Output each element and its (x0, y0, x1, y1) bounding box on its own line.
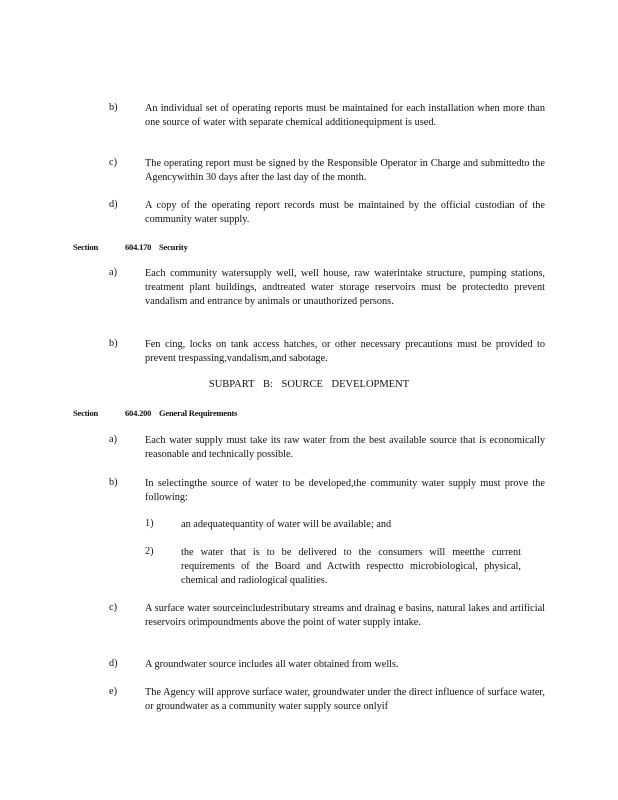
section-word: Section (73, 408, 99, 418)
paragraph-text: Each community watersupply well, well house, raw waterintake structure, pumping stations, treatment plant buildings, andtreated water storage reservoirs must be protectedto prevent vandalism and entrance by animals or unauthorized persons. (145, 268, 545, 307)
paragraph-text: Fen cing, locks on tank access hatches, or other necessary precautions must be provided to prevent trespassing,vandalism,and sabotage. (145, 339, 545, 364)
paragraph-text: A copy of the operating report records must be maintained by the official custodian of the community water supply. (145, 200, 545, 225)
section-title: General Requirements (159, 408, 238, 418)
subparagraph-text: the water that is to be delivered to the consumers will meetthe current requirements of the Board and Actwith respectto microbiological, physical, chemical and radiological qualities. (181, 547, 521, 586)
paragraph-label: d) (109, 658, 118, 669)
paragraph-text: Each water supply must take its raw water from the best available source that is economically reasonable and technically possible. (145, 435, 545, 460)
paragraph-text: The Agency will approve surface water, groundwater under the direct influence of surface water, or groundwater as a community water supply source onlyif (145, 687, 545, 712)
section-number: 604.170 (125, 242, 152, 252)
subparagraph-text: an adequatequantity of water will be available; and (181, 519, 392, 530)
paragraph-text: An individual set of operating reports must be maintained for each installation when more than one source of water with separate chemical additionequipment is used. (145, 103, 545, 128)
paragraph-label: b) (109, 338, 118, 349)
paragraph-label: d) (109, 199, 118, 210)
paragraph-text: A surface water sourceincludestributary streams and drainag e basins, natural lakes and artificial reservoirs orimpoundments above the point of water supply intake. (145, 603, 545, 628)
paragraph-label: a) (109, 434, 117, 445)
paragraph-label: c) (109, 602, 117, 613)
section-word: Section (73, 242, 99, 252)
subpart-heading: SUBPART B: SOURCE DEVELOPMENT (208, 379, 410, 390)
paragraph-text: In selectingthe source of water to be developed,the community water supply must prove the following: (145, 478, 545, 503)
subparagraph-label: 2) (145, 546, 154, 557)
paragraph-text: A groundwater source includes all water obtained from wells. (145, 659, 399, 670)
paragraph-label: c) (109, 157, 117, 168)
section-title: Security (159, 242, 188, 252)
paragraph-text: The operating report must be signed by the Responsible Operator in Charge and submittedto the Agencywithin 30 days after the last day of the month. (145, 158, 545, 183)
paragraph-label: a) (109, 267, 117, 278)
subparagraph-label: 1) (145, 518, 154, 529)
paragraph-label: e) (109, 686, 117, 697)
paragraph-label: b) (109, 102, 118, 113)
section-number: 604.200 (125, 408, 152, 418)
paragraph-label: b) (109, 477, 118, 488)
